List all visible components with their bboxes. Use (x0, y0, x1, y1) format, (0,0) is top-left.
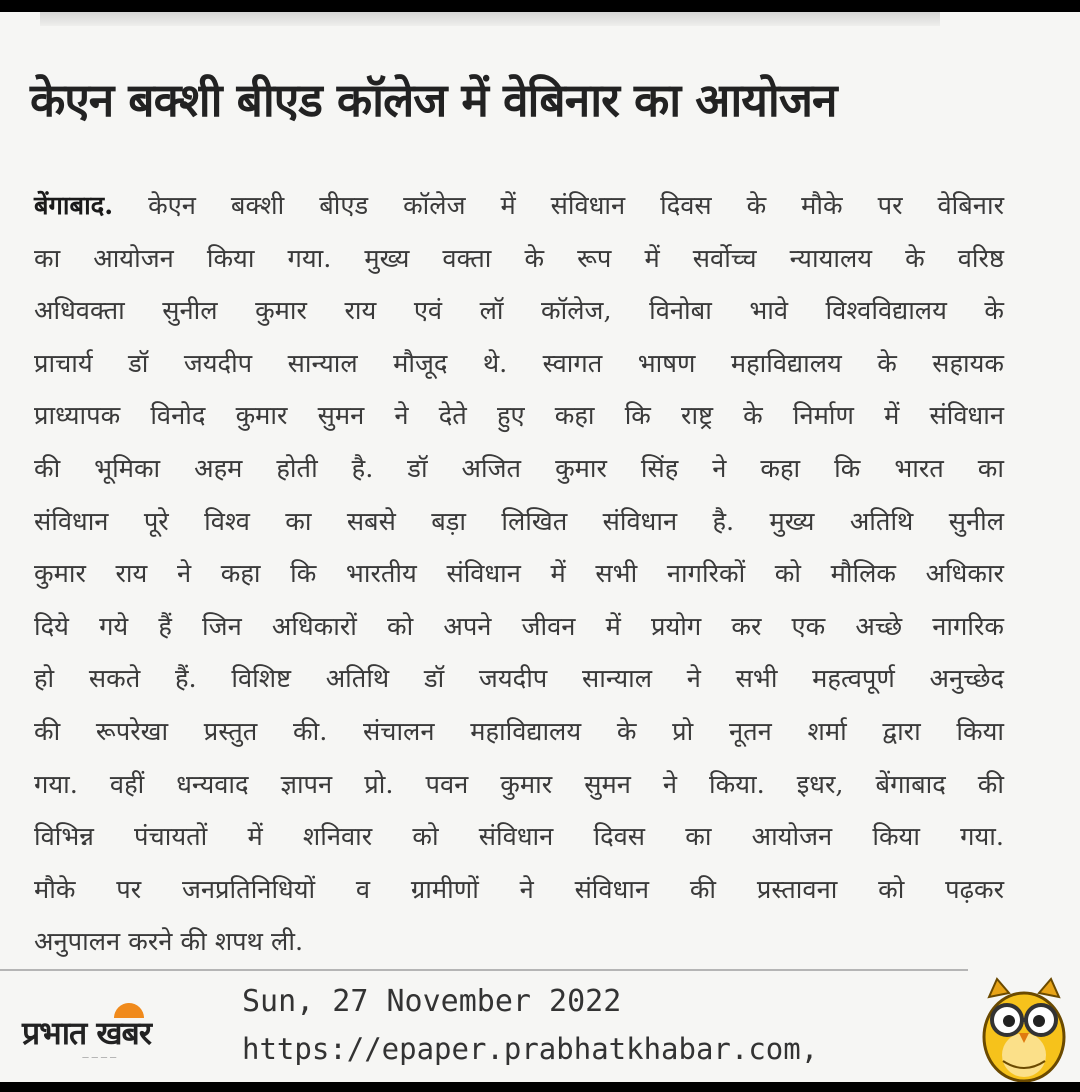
body-line-12: गया. वहीं धन्यवाद ज्ञापन प्रो. पवन कुमार सुमन ने किया. इधर, बेंगाबाद की (34, 769, 1004, 800)
article-headline: केएन बक्शी बीएड कॉलेज में वेबिनार का आयोजन (30, 73, 837, 127)
owl-icon (975, 975, 1073, 1082)
body-line-3: अधिवक्ता सुनील कुमार राय एवं लॉ कॉलेज, विनोबा भावे विश्वविद्यालय के (34, 296, 1004, 327)
previous-article-fragment (40, 12, 940, 26)
article-body (34, 180, 1004, 969)
body-line-5: प्राध्यापक विनोद कुमार सुमन ने देते हुए कहा कि राष्ट्र के निर्माण में संविधान (34, 401, 1004, 432)
logo-tagline-mark: — — — — (82, 1053, 117, 1061)
body-line-10: हो सकते हैं. विशिष्ट अतिथि डॉ जयदीप सान्याल ने सभी महत्वपूर्ण अनुच्छेद (34, 664, 1004, 695)
body-line-7: संविधान पूरे विश्व का सबसे बड़ा लिखित संविधान है. मुख्य अतिथि सुनील (34, 506, 1004, 537)
footer-divider (0, 969, 968, 971)
logo-text: प्रभात खबर (22, 1014, 151, 1052)
body-line-8: कुमार राय ने कहा कि भारतीय संविधान में सभी नागरिकों को मौलिक अधिकार (34, 559, 1004, 590)
newspaper-clipping (0, 12, 1080, 1082)
body-line-2: का आयोजन किया गया. मुख्य वक्ता के रूप में सर्वोच्च न्यायालय के वरिष्ठ (34, 243, 1004, 274)
epaper-url[interactable]: https://epaper.prabhatkhabar.com, (242, 1032, 819, 1066)
dateline: बेंगाबाद. (34, 191, 114, 221)
body-line-1: बेंगाबाद. केएन बक्शी बीएड कॉलेज में संविधान दिवस के मौके पर वेबिनार (34, 191, 1004, 221)
body-line-6: की भूमिका अहम होती है. डॉ अजित कुमार सिंह ने कहा कि भारत का (34, 453, 1004, 484)
edition-date: Sun, 27 November 2022 (242, 984, 622, 1019)
body-line-15: अनुपालन करने की शपथ ली. (34, 927, 304, 958)
body-line-11: की रूपरेखा प्रस्तुत की. संचालन महाविद्यालय के प्रो नूतन शर्मा द्वारा किया (34, 716, 1004, 747)
body-line-4: प्राचार्य डॉ जयदीप सान्याल मौजूद थे. स्वागत भाषण महाविद्यालय के सहायक (34, 348, 1004, 379)
body-line-13: विभिन्न पंचायतों में शनिवार को संविधान दिवस का आयोजन किया गया. (34, 822, 1004, 853)
body-line-14: मौके पर जनप्रतिनिधियों व ग्रामीणों ने संविधान की प्रस्तावना को पढ़कर (34, 874, 1004, 905)
body-line-9: दिये गये हैं जिन अधिकारों को अपने जीवन में प्रयोग कर एक अच्छे नागरिक (34, 611, 1004, 642)
prabhat-khabar-logo[interactable] (22, 997, 227, 1067)
